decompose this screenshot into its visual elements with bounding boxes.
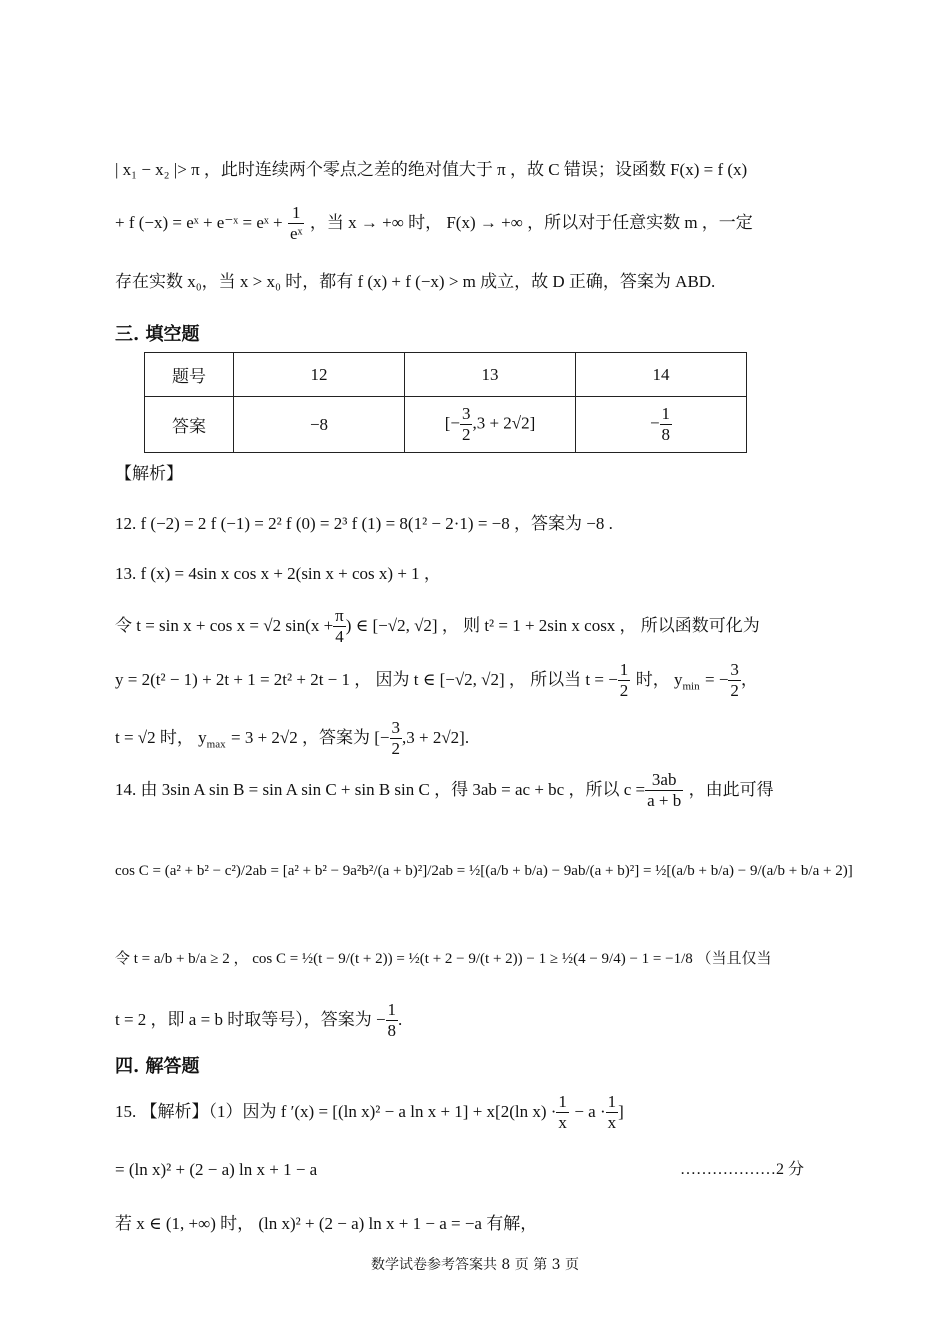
q14-line-4: t = 2 ，即 a = b 时取等号），答案为 − $\frac{1}{8}$ . [115, 1000, 403, 1040]
q14-line-1: 14. 由 3sin A sin B = sin A sin C + sin B sin C ，得 3ab = ac + bc ，所以 c = $\frac{3ab}{a + b}$ ，由此可得 [115, 770, 774, 810]
q14-line-2: cos C = (a² + b² − c²)/2ab = [a² + b² − 9a²b²/(a + b)²]/2ab = ½[(a/b + b/a) − 9ab/(a + b)²] = ½[(a/b + b/a) − 9/(a/b + b/a + 2)] [115, 863, 853, 879]
q12-line: 12. f (−2) = 2 f (−1) = 2² f (0) = 2³ f (1) = 8(1² − 2·1) = −8 ，答案为 −8 . [115, 514, 613, 533]
analysis-label: 【解析】 [115, 464, 183, 484]
table-header-cell: 13 [405, 353, 576, 397]
table-cell: −8 [234, 397, 405, 453]
section-heading-fill-in: 三. 填空题 [115, 324, 200, 345]
q13-line-2: 令 t = sin x + cos x = √2 sin(x + $\frac{\pi}{4}$ ) ∈ [−√2, √2] ， 则 t² = 1 + 2sin x cosx ， 所以函数可化为 [115, 606, 760, 646]
q15-line-1: 15. 【解析】（1）因为 f ′(x) = [(ln x)² − a ln x + 1] + x[2(ln x) · $\frac{1}{x}$ − a · $\frac{1}{x}$ ] [115, 1092, 624, 1132]
table-header-cell: 题号 [145, 353, 234, 397]
page-footer: 数学试卷参考答案共 8 页 第 3 页 [370, 1257, 580, 1273]
text-line-2: + f (−x) = eˣ + e⁻ˣ = eˣ + $\frac{1}{\text{eˣ}}$ ，当 x → +∞ 时， F(x) → +∞ ，所以对于任意实数 m ，一定 [115, 203, 753, 243]
table-header-cell: 12 [234, 353, 405, 397]
q13-line-4: t = √2 时， $y_{max} = 3 + 2√2$ ，答案为 [− $\frac{3}{2}$ ,3 + 2√2]. [115, 718, 470, 758]
table-cell: [− $\frac{3}{2}$ ,3 + 2√2] [405, 397, 576, 453]
text-line-1: | x₁ − x₂ |> π ，此时连续两个零点之差的绝对值大于 π ，故 C 错误；设函数 F(x) = f (x) [115, 160, 748, 179]
score-marker: ………………2 分 [680, 1161, 805, 1178]
q14-line-3: 令 t = a/b + b/a ≥ 2 ， cos C = ½(t − 9/(t + 2)) = ½(t + 2 − 9/(t + 2)) − 1 ≥ ½(4 − 9/4) − 1 = −1/8 （当且仅当 [115, 951, 772, 967]
q13-line-3: y = 2(t² − 1) + 2t + 1 = 2t² + 2t − 1 ， 因为 t ∈ [−√2, √2] ， 所以当 t = − $\frac{1}{2}$ 时， $y_{min}$ = − $\frac{3}{2}$ ， [115, 660, 758, 700]
text-line-3: 存在实数 x₀，当 x > x₀ 时，都有 f (x) + f (−x) > m 成立，故 D 正确，答案为 ABD. [115, 272, 716, 291]
table-cell: 答案 [145, 397, 234, 453]
table-header-cell: 14 [576, 353, 747, 397]
table-cell: − $\frac{1}{8}$ [576, 397, 747, 453]
answer-table [144, 352, 747, 453]
q15-line-2: = (ln x)² + (2 − a) ln x + 1 − a [115, 1160, 318, 1179]
q15-line-3: 若 x ∈ (1, +∞) 时， (ln x)² + (2 − a) ln x + 1 − a = −a 有解， [115, 1214, 538, 1233]
q13-line-1: 13. f (x) = 4sin x cos x + 2(sin x + cos x) + 1 ， [115, 564, 441, 583]
section-heading-answers: 四. 解答题 [115, 1056, 200, 1077]
